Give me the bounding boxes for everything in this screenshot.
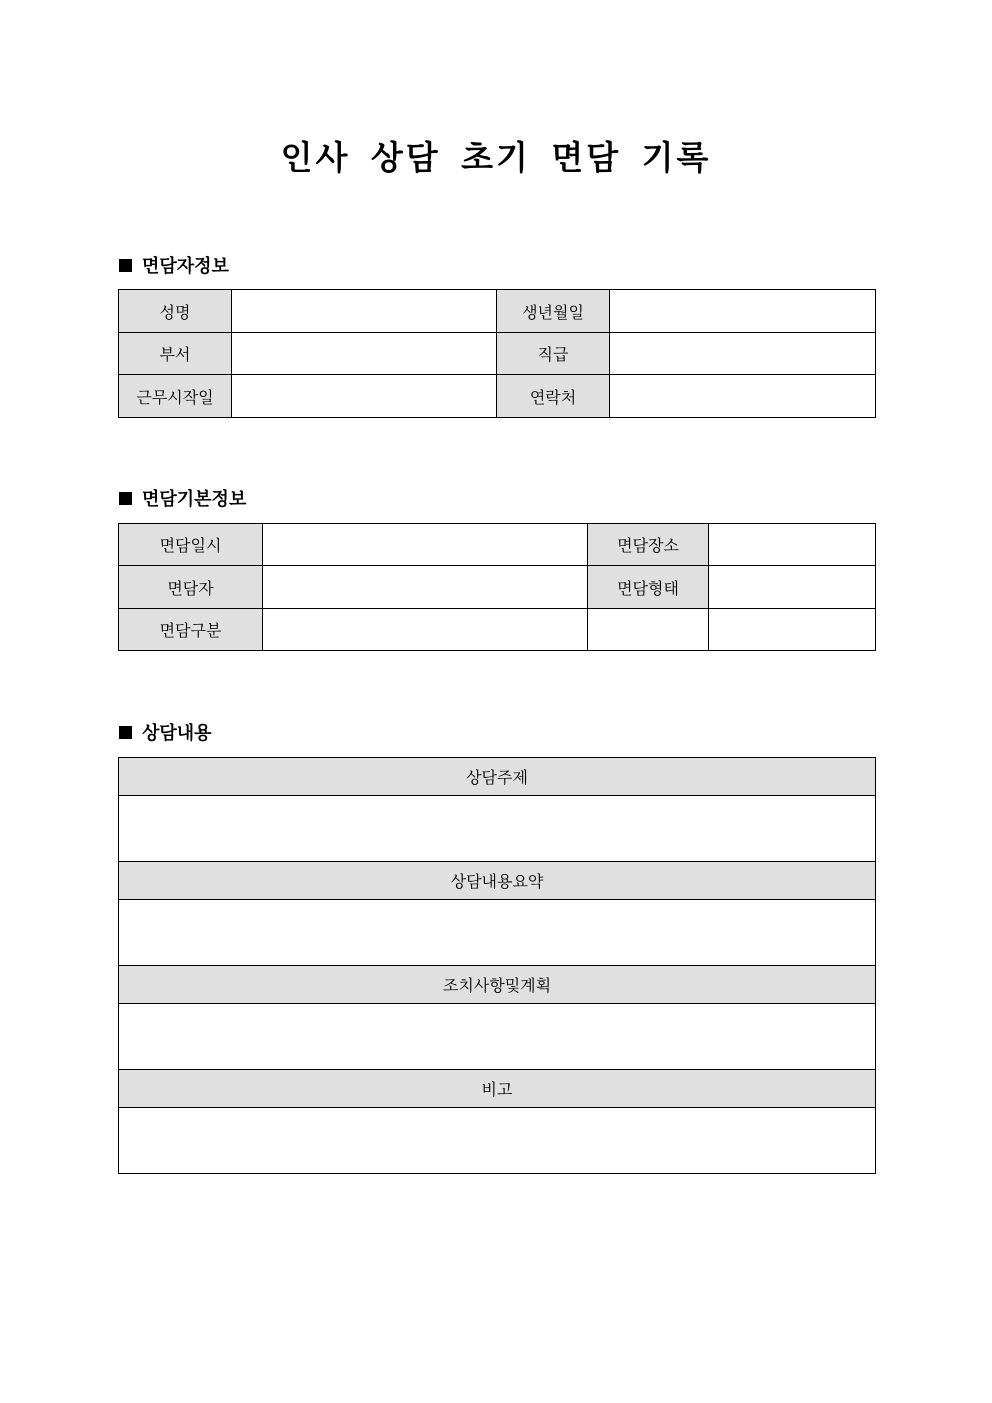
table-row — [119, 1108, 876, 1174]
label-contact: 연락처 — [497, 375, 610, 418]
interview-datetime-field[interactable] — [263, 524, 588, 566]
table-row — [119, 1070, 876, 1108]
label-interview-datetime: 면담일시 — [119, 524, 263, 566]
label-start-date: 근무시작일 — [119, 375, 232, 418]
interviewee-info-table — [118, 289, 876, 418]
start-date-field[interactable] — [232, 375, 497, 418]
table-row — [119, 966, 876, 1004]
counseling-topic-field[interactable] — [119, 796, 876, 862]
square-bullet-icon — [119, 726, 132, 739]
label-counseling-summary: 상담내용요약 — [119, 862, 876, 900]
table-row — [119, 900, 876, 966]
section-heading-label: 면담자정보 — [142, 256, 229, 277]
label-remarks: 비고 — [119, 1070, 876, 1108]
document-title: 인사 상담 초기 면담 기록 — [280, 138, 712, 177]
table-row — [119, 609, 876, 651]
table-row — [119, 375, 876, 418]
table-row — [119, 333, 876, 375]
interviewer-field[interactable] — [263, 566, 588, 609]
section-heading-interviewee — [119, 253, 229, 277]
table-row — [119, 290, 876, 333]
blank-cell — [588, 609, 709, 651]
section-heading-label: 면담기본정보 — [142, 489, 247, 510]
label-position: 직급 — [497, 333, 610, 375]
label-name: 성명 — [119, 290, 232, 333]
action-plan-field[interactable] — [119, 1004, 876, 1070]
department-field[interactable] — [232, 333, 497, 375]
table-row — [119, 566, 876, 609]
table-row — [119, 524, 876, 566]
square-bullet-icon — [119, 259, 132, 272]
section-heading-content — [119, 720, 212, 744]
position-field[interactable] — [610, 333, 876, 375]
name-field[interactable] — [232, 290, 497, 333]
remarks-field[interactable] — [119, 1108, 876, 1174]
section-heading-label: 상담내용 — [142, 723, 212, 744]
interview-category-field[interactable] — [263, 609, 588, 651]
table-row — [119, 758, 876, 796]
interview-type-field[interactable] — [709, 566, 876, 609]
label-department: 부서 — [119, 333, 232, 375]
counseling-summary-field[interactable] — [119, 900, 876, 966]
label-counseling-topic: 상담주제 — [119, 758, 876, 796]
table-row — [119, 1004, 876, 1070]
label-interview-category: 면담구분 — [119, 609, 263, 651]
counseling-content-table — [118, 757, 876, 1174]
label-action-plan: 조치사항및계획 — [119, 966, 876, 1004]
birthdate-field[interactable] — [610, 290, 876, 333]
interview-place-field[interactable] — [709, 524, 876, 566]
label-birthdate: 생년월일 — [497, 290, 610, 333]
table-row — [119, 862, 876, 900]
section-heading-basic — [119, 486, 246, 510]
contact-field[interactable] — [610, 375, 876, 418]
label-interviewer: 면담자 — [119, 566, 263, 609]
blank-cell — [709, 609, 876, 651]
table-row — [119, 796, 876, 862]
label-interview-type: 면담형태 — [588, 566, 709, 609]
square-bullet-icon — [119, 492, 132, 505]
label-interview-place: 면담장소 — [588, 524, 709, 566]
interview-basic-table — [118, 523, 876, 651]
